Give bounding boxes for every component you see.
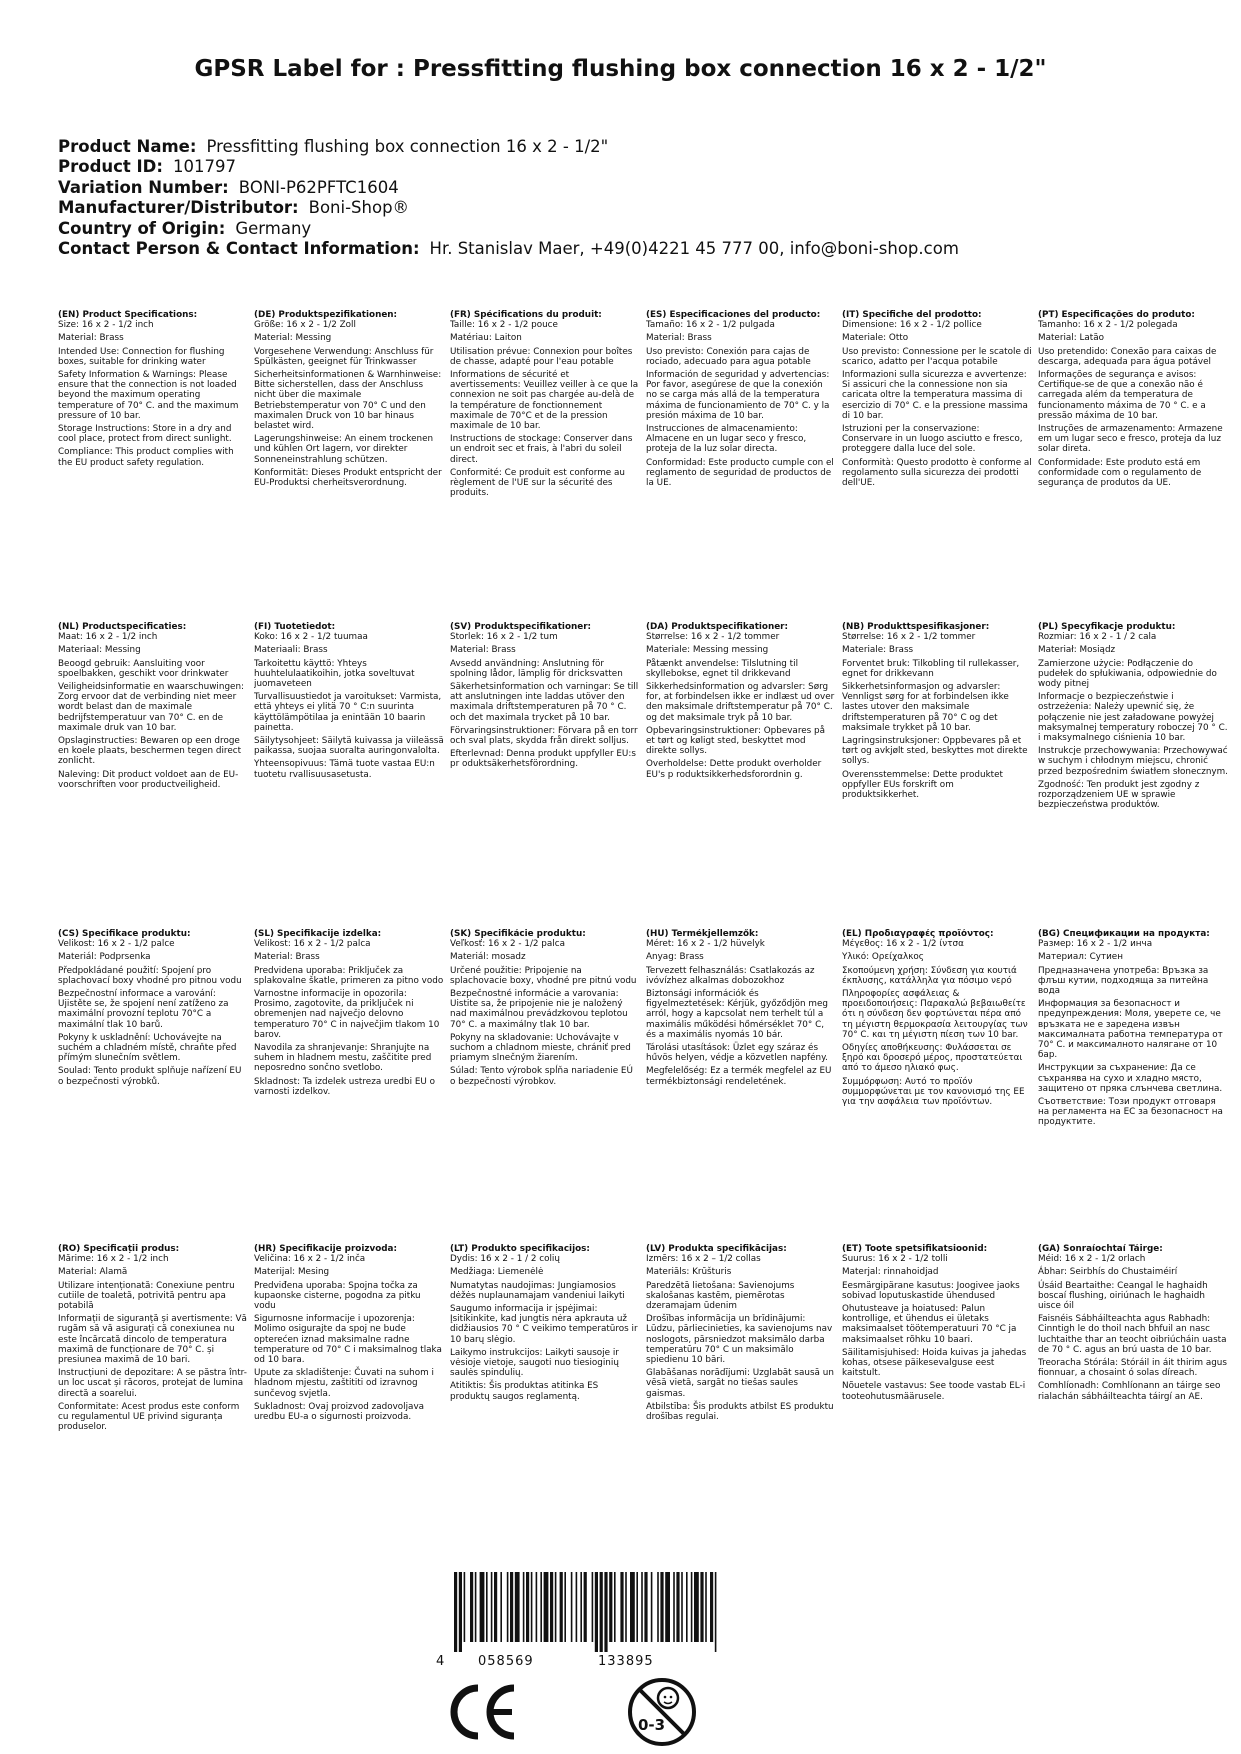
spec-line: Určené použitie: Pripojenie na splachovacie boxy, vhodné pre pitnú vodu	[450, 965, 637, 986]
spec-line: Safety Information & Warnings: Please ensure that the connection is not loaded beyond the maximum operating temperature of 70° C. and the maximum pressure of 10 bar.	[58, 370, 239, 421]
spec-line: Material: Brass	[450, 645, 516, 656]
spec-line: Efterlevnad: Denna produkt uppfyller EU:s pr oduktsäkerhetsförordning.	[450, 749, 636, 770]
spec-line: Velikost: 16 x 2 - 1/2 palce	[58, 939, 175, 950]
barcode-bar	[686, 1572, 688, 1642]
barcode-bar	[531, 1572, 533, 1642]
barcode-bar	[480, 1572, 485, 1642]
spec-line: Materiāls: Krūšturis	[646, 1267, 732, 1278]
spec-line: Numatytas naudojimas: Jungiamosios dėžės nuplaunamajam vandeniui laikyti	[450, 1280, 625, 1301]
spec-line: Úsáid Beartaithe: Ceangal le haghaidh boscaí flushing, oiriúnach le haghaidh uisce óil	[1038, 1280, 1208, 1312]
spec-block	[646, 622, 836, 783]
spec-line: Instruções de armazenamento: Armazene em um lugar seco e fresco, proteja da luz solar direta.	[1038, 424, 1223, 455]
barcode-bar	[600, 1572, 603, 1652]
manufacturer-label: Manufacturer/Distributor:	[58, 198, 299, 218]
spec-line: Velikost: 16 x 2 - 1/2 palca	[254, 939, 371, 950]
spec-line: Инструкции за съхранение: Да се съхранява на сухо и хладно място, защитено от пряка слънчева светлина.	[1038, 1063, 1223, 1094]
spec-line: Upute za skladištenje: Čuvati na suhom i hladnom mjestu, zaštititi od izravnog sunčevog svjetla.	[254, 1368, 434, 1399]
spec-line: Nõuetele vastavus: See toode vastab EL-i tooteohutusmäärusele.	[842, 1381, 1026, 1402]
barcode-bar	[560, 1572, 563, 1642]
spec-heading: (SL) Specifikacije izdelka:	[254, 929, 382, 939]
spec-heading: (PL) Specyfikacje produktu:	[1038, 622, 1176, 632]
barcode-bar	[625, 1572, 627, 1642]
spec-line: Dimensione: 16 x 2 - 1/2 pollice	[842, 320, 982, 331]
barcode-bar	[630, 1572, 635, 1642]
spec-line: Material: Brass	[646, 333, 712, 344]
barcode-bar	[571, 1572, 573, 1642]
barcode-bar	[470, 1572, 473, 1642]
spec-line: Intended Use: Connection for flushing boxes, suitable for drinking water	[58, 346, 225, 367]
spec-line: Materiale: Brass	[842, 645, 914, 656]
product-id-value: 101797	[172, 157, 236, 177]
spec-heading: (DE) Produktspezifikationen:	[254, 310, 398, 320]
spec-heading: (FI) Tuotetiedot:	[254, 622, 336, 632]
spec-line: Tarkoitettu käyttö: Yhteys huuhtelulaatikoihin, jotka soveltuvat juomaveteen	[254, 658, 415, 690]
spec-line: Συμμόρφωση: Αυτό το προϊόν συμμορφώνεται με τον κανονισμό της ΕΕ για την ασφάλεια των προϊόντων.	[842, 1076, 1025, 1108]
barcode-bar	[614, 1572, 616, 1642]
spec-line: Material: Messing	[254, 333, 332, 344]
barcode-bar	[595, 1572, 598, 1652]
spec-line: Tamaño: 16 x 2 - 1/2 pulgada	[646, 320, 775, 331]
spec-line: Bezpečnostní informace a varování: Ujistěte se, že spojení není zatíženo za maximální provozní teplotu 70°C a maximální tlak 10 barů.	[58, 989, 229, 1030]
spec-block	[254, 310, 444, 491]
spec-line: Instructions de stockage: Conserver dans un endroit sec et frais, à l'abri du soleil direct.	[450, 434, 633, 465]
spec-line: Instrucciones de almacenamiento: Almacene en un lugar seco y fresco, proteja de la luz solar directa.	[646, 424, 807, 455]
barcode-bar	[500, 1572, 502, 1642]
barcode-bar	[564, 1572, 566, 1642]
spec-line: Treoracha Stórála: Stóráil in áit thirim agus fionnuar, a chosaint ó solas díreach.	[1038, 1358, 1227, 1379]
spec-line: Μέγεθος: 16 x 2 - 1/2 ίντσα	[842, 939, 964, 950]
barcode-bar	[459, 1572, 462, 1652]
barcode-bar	[676, 1572, 679, 1642]
spec-line: Tervezett felhasználás: Csatlakozás az ivóvízhez alkalmas dobozokhoz	[646, 965, 815, 986]
spec-line: Saugumo informacija ir įspėjimai: Įsitikinkite, kad jungtis nėra apkrauta už didžiausios 70 ° C veikimo temperatūros ir 10 barų slėgio.	[450, 1304, 638, 1345]
spec-line: Materiale: Messing messing	[646, 645, 769, 656]
spec-line: Materijal: Mesing	[254, 1267, 330, 1278]
spec-line: Atitiktis: Šis produktas atitinka ES produktų saugos reglamentą.	[450, 1381, 599, 1402]
spec-line: Storlek: 16 x 2 - 1/2 tum	[450, 632, 558, 643]
contact-value: Hr. Stanislav Maer, +49(0)4221 45 777 00, info@boni-shop.com	[429, 239, 959, 259]
spec-line: Předpokládané použití: Spojení pro splachovací boxy vhodné pro pitnou vodu	[58, 965, 242, 986]
spec-line: Größe: 16 x 2 - 1/2 Zoll	[254, 320, 356, 331]
spec-line: Instrucțiuni de depozitare: A se păstra într- un loc uscat și răcoros, protejat de lumina directă a soarelui.	[58, 1368, 247, 1399]
spec-block	[450, 622, 640, 773]
spec-line: Uso pretendido: Conexão para caixas de descarga, adequada para água potável	[1038, 346, 1217, 367]
spec-line: Uso previsto: Connessione per le scatole di scarico, adatto per l'acqua potabile	[842, 346, 1032, 367]
spec-line: Информация за безопасност и предупреждения: Моля, уверете се, че връзката не е заредена извън максималната работна температура от 70° С. и максималното налягане от 10 бар.	[1038, 999, 1223, 1061]
spec-block	[646, 310, 836, 491]
spec-line: Предназначена употреба: Връзка за флъш кутии, подходяща за питейна вода	[1038, 965, 1209, 997]
spec-line: Veiligheidsinformatie en waarschuwingen: Zorg ervoor dat de verbinding niet meer wordt belast dan de maximale bedrijfstemperatuur van 70° C. en de maximale druk van 10 bar.	[58, 682, 244, 733]
spec-line: Compliance: This product complies with the EU product safety regulation.	[58, 447, 234, 468]
spec-line: Sicherheitsinformationen & Warnhinweise: Bitte sicherstellen, dass der Anschluss nicht über die maximale Betriebstemperatur von 70° C und den maximalen Druck von 10 bar hinaus belastet wird.	[254, 370, 442, 432]
barcode-bar	[609, 1572, 612, 1642]
spec-heading: (EL) Προδιαγραφές προϊόντος:	[842, 929, 994, 939]
barcode-bar	[641, 1572, 643, 1642]
spec-heading: (NB) Produkttspesifikasjoner:	[842, 622, 990, 632]
spec-line: Anyag: Brass	[646, 952, 704, 963]
spec-line: Istruzioni per la conservazione: Conservare in un luogo asciutto e fresco, proteggere dalla luce del sole.	[842, 424, 1023, 455]
barcode-digits-left: 058569	[478, 1654, 534, 1669]
spec-heading: (NL) Productspecificaties:	[58, 622, 187, 632]
spec-line: Faisnéis Sábháilteachta agus Rabhadh: Cinntigh le do thoil nach bhfuil an nasc luchtaithe thar an teocht oibriúcháin uasta de 70 ° C. agus an brú uasta de 10 bar.	[1038, 1314, 1227, 1355]
contact-label: Contact Person & Contact Information:	[58, 239, 420, 259]
barcode-bar	[705, 1572, 707, 1642]
spec-block	[842, 622, 1032, 803]
barcode-bar	[486, 1572, 488, 1642]
spec-line: Varnostne informacije in opozorila: Prosimo, zagotovite, da priključek ni obremenjen nad največjo delovno temperaturo 70° C in največjim tlakom 10 barov.	[254, 989, 440, 1040]
variation-number-value: BONI-P62PFTC1604	[238, 177, 399, 197]
spec-block	[646, 1244, 836, 1425]
spec-line: Materiale: Otto	[842, 333, 909, 344]
page-title: GPSR Label for : Pressfitting flushing box connection 16 x 2 - 1/2"	[194, 56, 1047, 82]
barcode-bar	[665, 1572, 670, 1642]
spec-line: Navodila za shranjevanje: Shranjujte na suhem in hladnem mestu, zaščitite pred neposredno sončno svetlobo.	[254, 1043, 432, 1074]
spec-line: Medžiaga: Liemenėlė	[450, 1267, 544, 1278]
barcode-bar	[651, 1572, 653, 1642]
spec-line: Dydis: 16 x 2 - 1 / 2 colių	[450, 1254, 560, 1265]
spec-line: Sikkerhetsinformasjon og advarsler: Vennligst sørg for at forbindelsen ikke lastes utover den maksimale driftstemperaturen på 70° C og det maksimale trykket på 10 bar.	[842, 682, 1009, 733]
spec-line: Säkerhetsinformation och varningar: Se till att anslutningen inte laddas utöver den maximala driftstemperaturen på 70 ° C. och det maximala trycket på 10 bar.	[450, 682, 639, 723]
spec-line: Lagerungshinweise: An einem trockenen und kühlen Ort lagern, vor direkter Sonneneinstrahlung schützen.	[254, 434, 434, 465]
barcode-bar	[644, 1572, 647, 1642]
spec-line: Conformità: Questo prodotto è conforme al regolamento sulla sicurezza dei prodotti dell'UE.	[842, 457, 1032, 489]
barcode-bar	[536, 1572, 538, 1642]
spec-line: Utilisation prévue: Connexion pour boîtes de chasse, adapté pour l'eau potable	[450, 346, 633, 367]
spec-line: Conformidad: Este producto cumple con el reglamento de seguridad de productos de la UE.	[646, 457, 834, 489]
spec-line: Zgodność: Ten produkt jest zgodny z rozporządzeniem UE w sprawie bezpieczeństwa produktów.	[1038, 779, 1200, 811]
barcode-bar	[507, 1572, 509, 1642]
spec-line: Förvaringsinstruktioner: Förvara på en torr och sval plats, skydda från direkt solljus.	[450, 725, 638, 747]
spec-line: Yhteensopivuus: Tämä tuote vastaa EU:n tuotetu rvallisuusasetusta.	[254, 759, 435, 780]
barcode-bar	[694, 1572, 699, 1642]
spec-line: Materiaali: Brass	[254, 645, 328, 656]
spec-line: Informações de segurança e avisos: Certifique-se de que a conexão não é carregada além da temperatura de funcionamento máxima de 70 ° C. e a pressão máxima de 10 bar.	[1038, 370, 1206, 421]
barcode-bar	[580, 1572, 582, 1642]
spec-heading: (IT) Specifiche del prodotto:	[842, 310, 982, 320]
spec-line: Predviđena uporaba: Spojna točka za kupaonske cisterne, pogodna za pitku vodu	[254, 1280, 421, 1312]
age-warning-icon	[626, 1676, 698, 1748]
spec-line: Utilizare intenționată: Conexiune pentru cutiile de toaletă, potrivită pentru apa potabilă	[58, 1280, 235, 1312]
spec-line: Ábhar: Seirbhís do Chustaiméirí	[1038, 1267, 1178, 1278]
spec-heading: (GA) Sonraíochtaí Táirge:	[1038, 1244, 1163, 1254]
spec-heading: (ES) Especificaciones del producto:	[646, 310, 821, 320]
spec-line: Υλικό: Ορείχαλκος	[842, 952, 924, 963]
spec-line: Atbilstība: Šis produkts atbilst ES produktu drošības regulai.	[646, 1401, 834, 1423]
spec-heading: (SV) Produktspecifikationer:	[450, 622, 592, 632]
spec-heading: (EN) Product Specifications:	[58, 310, 198, 320]
spec-line: Comhlíonadh: Comhlíonann an táirge seo rialachán sábháilteachta táirgí an AE.	[1038, 1381, 1221, 1402]
barcode-digits-right: 133895	[598, 1654, 654, 1669]
spec-line: Matériau: Laiton	[450, 333, 522, 344]
spec-heading: (BG) Спецификации на продукта:	[1038, 929, 1210, 939]
spec-line: Predvidena uporaba: Priključek za splakovalne škatle, primeren za pitno vodo	[254, 965, 444, 986]
spec-block	[254, 1244, 444, 1425]
spec-block	[58, 929, 248, 1090]
spec-line: Sukladnost: Ovaj proizvod zadovoljava uredbu EU-a o sigurnosti proizvoda.	[254, 1401, 425, 1423]
barcode-bar	[673, 1572, 675, 1642]
barcode-bar	[576, 1572, 578, 1642]
spec-line: Mărime: 16 x 2 - 1/2 inch	[58, 1254, 169, 1265]
barcode-bar	[620, 1572, 623, 1642]
spec-line: Opslaginstructies: Bewaren op een droge en koele plaats, beschermen tegen direct zonlicht.	[58, 736, 242, 767]
spec-line: Πληροφορίες ασφάλειας & προειδοποιήσεις: Παρακαλώ βεβαιωθείτε ότι η σύνδεση δεν φορτώνεται πέρα από τη μέγιστη θερμοκρασία λειτουργίας των 70° C. και τη μέγιστη πίεση των 10 bar.	[842, 989, 1028, 1040]
spec-block	[1038, 310, 1228, 491]
barcode-bar	[540, 1572, 542, 1642]
spec-line: Materiał: Mosiądz	[1038, 645, 1116, 656]
spec-line: Storage Instructions: Store in a dry and cool place, protect from direct sunlight.	[58, 424, 232, 445]
spec-line: Informations de sécurité et avertissements: Veuillez veiller à ce que la connexion ne soit pas chargée au-delà de la température de fonctionnement maximale de 70°C et de la pression maximale de 10 bar.	[450, 370, 639, 432]
contact-row	[58, 239, 959, 259]
spec-block	[1038, 1244, 1228, 1405]
spec-block	[58, 310, 248, 471]
barcode-bar	[710, 1572, 713, 1642]
spec-line: Zamierzone użycie: Podłączenie do pudełek do spłukiwania, odpowiednie do wody pitnej	[1038, 658, 1217, 690]
spec-line: Uso previsto: Conexión para cajas de rociado, adecuado para agua potable	[646, 346, 811, 367]
spec-line: Glabāšanas norādījumi: Uzglabāt sausā un vēsā vietā, sargāt no tiešas saules gaismas.	[646, 1368, 834, 1399]
spec-line: Vorgesehene Verwendung: Anschluss für Spülkästen, geeignet für Trinkwasser	[254, 346, 434, 367]
spec-line: Overholdelse: Dette produkt overholder EU's p roduktsikkerhedsforordnin g.	[646, 759, 822, 780]
barcode-bar	[515, 1572, 520, 1642]
barcode-bar	[454, 1572, 457, 1652]
spec-line: Lagringsinstruksjoner: Oppbevares på et tørt og avkjølt sted, beskyttes mot direkte sollys.	[842, 736, 1028, 767]
spec-heading: (LV) Produkta specifikācijas:	[646, 1244, 787, 1254]
country-of-origin-row	[58, 219, 959, 239]
spec-block	[254, 622, 444, 783]
barcode-bar	[494, 1572, 497, 1642]
spec-line: Megfelelőség: Ez a termék megfelel az EU termékbiztonsági rendeletének.	[646, 1066, 832, 1087]
spec-line: Méid: 16 x 2 - 1/2 orlach	[1038, 1254, 1146, 1265]
country-of-origin-label: Country of Origin:	[58, 218, 226, 238]
spec-line: Súlad: Tento výrobok spĺňa nariadenie EÚ o bezpečnosti výrobkov.	[450, 1066, 633, 1087]
spec-line: Laikymo instrukcijos: Laikyti sausoje ir vėsioje vietoje, saugoti nuo tiesioginių saulės spindulių.	[450, 1347, 619, 1379]
spec-line: Οδηγίες αποθήκευσης: Φυλάσσεται σε ξηρό και δροσερό μέρος, προστατεύεται από το άμεσο ηλιακό φως.	[842, 1043, 1023, 1074]
spec-line: Veličina: 16 x 2 - 1/2 inča	[254, 1254, 366, 1265]
spec-block	[1038, 929, 1228, 1131]
spec-line: Conformité: Ce produit est conforme au règlement de l'UE sur la sécurité des produits.	[450, 467, 625, 499]
spec-block	[450, 310, 640, 501]
spec-line: Material: Alamă	[58, 1267, 128, 1278]
spec-line: Beoogd gebruik: Aansluiting voor spoelbakken, geschikt voor drinkwater	[58, 658, 229, 679]
spec-heading: (HU) Termékjellemzők:	[646, 929, 759, 939]
barcode-bar	[510, 1572, 513, 1642]
spec-line: Size: 16 x 2 - 1/2 inch	[58, 320, 154, 331]
spec-line: Conformitate: Acest produs este conform cu regulamentul UE privind siguranța produselor.	[58, 1401, 240, 1433]
barcode-bar	[660, 1572, 663, 1642]
barcode	[436, 1572, 726, 1652]
spec-line: Veľkosť: 16 x 2 - 1/2 palca	[450, 939, 565, 950]
spec-line: Koko: 16 x 2 - 1/2 tuumaa	[254, 632, 368, 643]
spec-line: Σκοπούμενη χρήση: Σύνδεση για κουτιά έκπλυσης, κατάλληλα για πόσιμο νερό	[842, 965, 1017, 986]
product-id-row	[58, 157, 959, 177]
spec-line: Pokyny na skladovanie: Uchovávajte v suchom a chladnom mieste, chrániť pred priamym slnečným žiarením.	[450, 1032, 631, 1064]
spec-line: Påtænkt anvendelse: Tilslutning til skyllebokse, egnet til drikkevand	[646, 658, 799, 679]
spec-line: Skladnost: Ta izdelek ustreza uredbi EU o varnosti izdelkov.	[254, 1076, 435, 1097]
spec-line: Avsedd användning: Anslutning för spolning lådor, lämplig för dricksvatten	[450, 658, 623, 679]
spec-line: Izmērs: 16 x 2 – 1/2 collas	[646, 1254, 761, 1265]
barcode-bar	[544, 1572, 549, 1642]
barcode-bar	[681, 1572, 683, 1642]
spec-line: Opbevaringsinstruktioner: Opbevares på et tørt og køligt sted, beskyttet mod direkte sollys.	[646, 725, 826, 757]
spec-line: Naleving: Dit product voldoet aan de EU-voorschriften voor productveiligheid.	[58, 769, 239, 790]
barcode-bar	[475, 1572, 477, 1642]
barcode-bar	[700, 1572, 703, 1642]
spec-line: Méret: 16 x 2 - 1/2 hüvelyk	[646, 939, 765, 950]
manufacturer-row	[58, 198, 959, 218]
spec-block	[254, 929, 444, 1100]
age-warning-label: 0-3	[638, 1716, 666, 1734]
spec-line: Taille: 16 x 2 - 1/2 pouce	[450, 320, 558, 331]
ce-mark-icon	[448, 1682, 520, 1742]
barcode-bar	[555, 1572, 557, 1642]
spec-line: Rozmiar: 16 x 2 - 1 / 2 cala	[1038, 632, 1157, 643]
spec-block	[58, 1244, 248, 1435]
spec-line: Материал: Сутиен	[1038, 952, 1123, 963]
barcode-bar	[691, 1572, 693, 1642]
spec-heading: (DA) Produktspecifikationer:	[646, 622, 789, 632]
barcode-bar	[523, 1572, 525, 1642]
spec-heading: (ET) Toote spetsifikatsioonid:	[842, 1244, 988, 1254]
barcode-bar	[464, 1572, 466, 1642]
barcode-bar	[550, 1572, 553, 1642]
spec-line: Съответствие: Този продукт отговаря на регламента на ЕС за безопасност на продуктите.	[1038, 1097, 1223, 1128]
variation-number-row	[58, 178, 959, 198]
spec-line: Størrelse: 16 x 2 - 1/2 tommer	[842, 632, 976, 643]
spec-block	[450, 929, 640, 1090]
product-name-label: Product Name:	[58, 137, 197, 156]
spec-line: Tamanho: 16 x 2 - 1/2 polegada	[1038, 320, 1178, 331]
spec-line: Soulad: Tento produkt splňuje nařízení EU o bezpečnosti výrobků.	[58, 1066, 242, 1087]
product-name-row	[58, 137, 959, 157]
spec-line: Säilytysohjeet: Säilytä kuivassa ja viileässä paikassa, suojaa suoralta auringonvalolta.	[254, 736, 444, 757]
spec-heading: (CS) Specifikace produktu:	[58, 929, 191, 939]
product-info	[58, 137, 959, 259]
spec-line: Eesmärgipärane kasutus: Joogivee jaoks sobivad loputuskastide ühendused	[842, 1280, 1020, 1301]
barcode-bar	[592, 1572, 594, 1642]
spec-heading: (HR) Specifikacije proizvoda:	[254, 1244, 397, 1254]
spec-heading: (PT) Especificações do produto:	[1038, 310, 1195, 320]
spec-line: Maat: 16 x 2 - 1/2 inch	[58, 632, 158, 643]
spec-line: Materiál: mosadz	[450, 952, 526, 963]
spec-line: Material: Brass	[254, 952, 320, 963]
spec-line: Suurus: 16 x 2 - 1/2 tolli	[842, 1254, 948, 1265]
barcode-digit-first: 4	[436, 1654, 445, 1669]
spec-line: Säilitamisjuhised: Hoida kuivas ja jahedas kohas, otsese päikesevalguse eest kaitstult.	[842, 1347, 1027, 1379]
spec-line: Informazioni sulla sicurezza e avvertenze: Si assicuri che la connessione non sia caricata oltre la temperatura massima di esercizio di 70° C. e la pressione massima di 10 bar.	[842, 370, 1028, 421]
manufacturer-value: Boni-Shop®	[308, 198, 410, 218]
spec-line: Paredzētā lietošana: Savienojums skalošanas kastēm, piemērotas dzeramajam ūdenim	[646, 1280, 795, 1312]
barcode-bar	[715, 1572, 717, 1652]
spec-line: Informații de siguranță și avertismente: Vă rugăm să vă asigurați că conexiunea nu este încărcată dincolo de temperatura maximă de funcționare de 70° C. și presiunea maximă de 10 bari.	[58, 1314, 247, 1366]
spec-line: Pokyny k uskladnění: Uchovávejte na suchém a chladném místě, chraňte před přímým slunečním světlem.	[58, 1032, 237, 1064]
barcode-bar	[604, 1572, 607, 1652]
barcode-bar	[657, 1572, 659, 1642]
country-of-origin-value: Germany	[235, 218, 312, 238]
spec-line: Drošības informācija un brīdinājumi: Lūdzu, pārliecinieties, ka savienojums nav noslogots, pārsniedzot maksimālo darba temperatūru 70° C un maksimālo spiedienu 10 bāri.	[646, 1314, 833, 1366]
spec-line: Turvallisuustiedot ja varoitukset: Varmista, että yhteys ei ylitä 70 ° C:n suurinta käyttölämpötilaa ja enintään 10 baarin painetta.	[254, 692, 442, 733]
spec-line: Materjal: rinnahoidjad	[842, 1267, 939, 1278]
spec-heading: (SK) Špecifikácie produktu:	[450, 929, 586, 939]
spec-block	[1038, 622, 1228, 813]
product-name-value: Pressfitting flushing box connection 16 x 2 - 1/2"	[206, 137, 609, 156]
spec-block	[842, 929, 1032, 1110]
barcode-bar	[526, 1572, 529, 1642]
spec-heading: (LT) Produkto specifikacijos:	[450, 1244, 590, 1254]
spec-line: Tárolási utasítások: Üzlet egy száraz és hűvös helyen, védje a közvetlen napfény.	[646, 1043, 828, 1064]
spec-line: Sigurnosne informacije i upozorenja: Molimo osigurajte da spoj ne bude opterećen iznad maksimalne radne temperature od 70° C i maksimalnog tlaka od 10 bara.	[254, 1314, 442, 1366]
spec-line: Overensstemmelse: Dette produktet oppfyller EUs forskrift om produktsikkerhet.	[842, 769, 1003, 801]
spec-line: Información de seguridad y advertencias: Por favor, asegúrese de que la conexión no se carga más allá de la temperatura máxima de funcionamiento de 70° C. y la presión máxima de 10 bar.	[646, 370, 830, 421]
spec-line: Bezpečnostné informácie a varovania: Uistite sa, že pripojenie nie je naložený nad maximálnou prevádzkovou teplotou 70° C. a maximálny tlak 10 bar.	[450, 989, 628, 1030]
variation-number-label: Variation Number:	[58, 177, 229, 197]
barcode-bar	[491, 1572, 493, 1642]
spec-line: Instrukcje przechowywania: Przechowywać w suchym i chłodnym miejscu, chronić przed bezpośrednim światłem słonecznym.	[1038, 746, 1228, 777]
spec-line: Sikkerhedsinformation og advarsler: Sørg for, at forbindelsen ikke er indlæst ud over den maksimale driftstemperatur på 70° C. og det maksimale tryk på 10 bar.	[646, 682, 835, 723]
spec-line: Materiál: Podprsenka	[58, 952, 151, 963]
product-id-label: Product ID:	[58, 157, 163, 177]
barcode-bar	[584, 1572, 587, 1642]
spec-line: Material: Latão	[1038, 333, 1105, 344]
spec-line: Conformidade: Este produto está em conformidade com o regulamento de segurança de produtos da UE.	[1038, 457, 1202, 489]
spec-line: Ohutusteave ja hoiatused: Palun kontrollige, et ühendus ei ületaks maksimaalset töötemperatuuri 70 °C ja maksimaalset rõhku 10 baari.	[842, 1304, 1017, 1345]
spec-heading: (RO) Specificații produs:	[58, 1244, 180, 1254]
spec-block	[450, 1244, 640, 1405]
spec-line: Biztonsági információk és figyelmeztetések: Kérjük, győződjön meg arról, hogy a kapcsolat nem terhelt túl a maximális működési hőmérséklet 70° C, és a maximális nyomás 10 bár.	[646, 989, 828, 1040]
spec-line: Informacje o bezpieczeństwie i ostrzeżenia: Należy upewnić się, że połączenie nie jest załadowane powyżej maksymalnej temperatury roboczej 70 ° C. i maksymalnego ciśnienia 10 bar.	[1038, 692, 1228, 744]
spec-line: Størrelse: 16 x 2 - 1/2 tommer	[646, 632, 780, 643]
spec-block	[842, 1244, 1032, 1405]
spec-block	[646, 929, 836, 1090]
barcode-bar	[636, 1572, 638, 1642]
spec-line: Konformität: Dieses Produkt entspricht der EU-Produktsi cherheitsverordnung.	[254, 467, 442, 489]
spec-block	[842, 310, 1032, 491]
spec-block	[58, 622, 248, 793]
spec-line: Materiaal: Messing	[58, 645, 141, 656]
spec-heading: (FR) Spécifications du produit:	[450, 310, 602, 320]
spec-line: Forventet bruk: Tilkobling til rullekasser, egnet for drikkevann	[842, 658, 1020, 679]
spec-line: Material: Brass	[58, 333, 124, 344]
spec-line: Размер: 16 x 2 - 1/2 инча	[1038, 939, 1153, 950]
